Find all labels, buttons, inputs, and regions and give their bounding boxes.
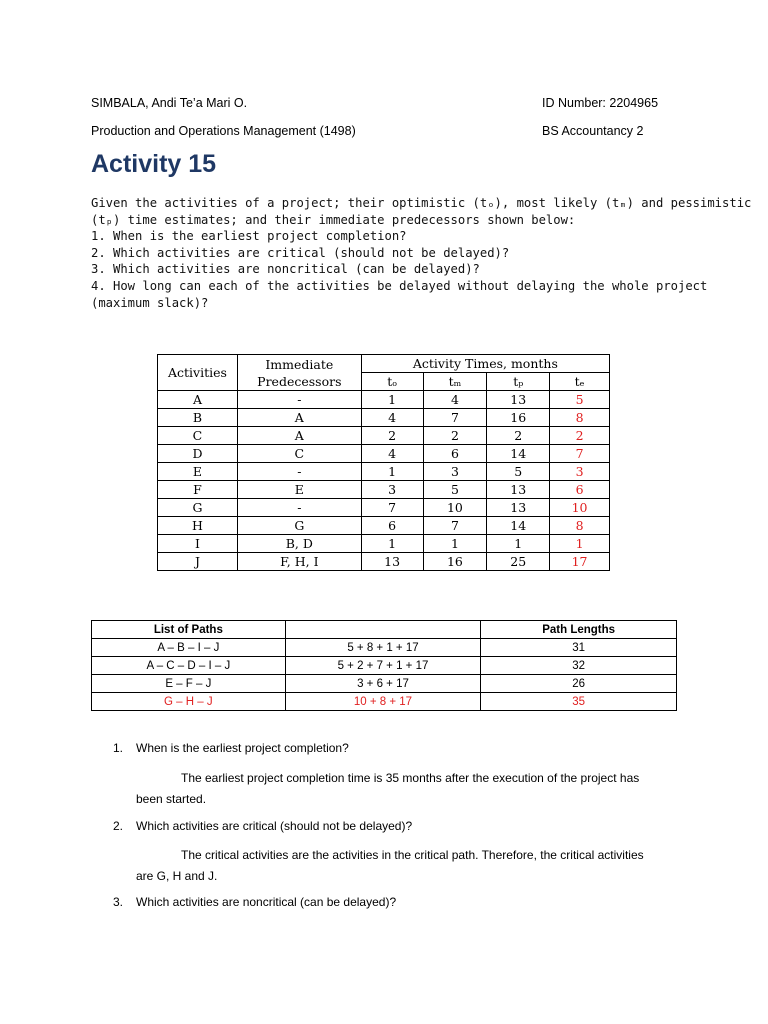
paths-table (91, 620, 677, 711)
predecessor-cell: - (237, 463, 361, 481)
activity-cell: D (158, 445, 238, 463)
activity-cell: I (158, 535, 238, 553)
tm-cell: 1 (423, 535, 487, 553)
activity-cell: F (158, 481, 238, 499)
tm-cell: 16 (423, 553, 487, 571)
tp-cell: 13 (487, 391, 550, 409)
intro-question: 1. When is the earliest project completion? (91, 229, 407, 244)
table-row (158, 553, 610, 571)
path-cell: A – C – D – I – J (92, 657, 286, 675)
te-cell: 8 (550, 409, 610, 427)
to-cell: 4 (361, 409, 423, 427)
question-text: Which activities are noncritical (can be delayed)? (136, 895, 397, 909)
answer-line: The critical activities are the activities in the critical path. Therefore, the critical activities (181, 848, 644, 862)
tp-cell: 14 (487, 445, 550, 463)
answer-line: are G, H and J. (136, 869, 218, 883)
question-number: 3. (113, 895, 124, 909)
te-cell: 5 (550, 391, 610, 409)
to-cell: 1 (361, 391, 423, 409)
activity-cell: A (158, 391, 238, 409)
question-2 (91, 816, 691, 837)
activity-table (157, 354, 610, 571)
tp-cell: 1 (487, 535, 550, 553)
path-cell: G – H – J (92, 693, 286, 711)
table-row (158, 391, 610, 409)
intro-line: (tₚ) time estimates; and their immediate predecessors shown below: (91, 212, 576, 227)
answer-line: been started. (136, 792, 207, 806)
col-header-blank (285, 621, 481, 639)
table-row (158, 517, 610, 535)
col-header-path-lengths: Path Lengths (481, 621, 677, 639)
te-cell: 2 (550, 427, 610, 445)
intro-text (91, 195, 752, 311)
table-row (158, 427, 610, 445)
predecessor-cell: B, D (237, 535, 361, 553)
col-header-activities: Activities (158, 355, 238, 391)
table-row (158, 445, 610, 463)
answer-line: The earliest project completion time is 35 months after the execution of the project has (181, 771, 640, 785)
col-header-predecessors: Immediate Predecessors (237, 355, 361, 391)
intro-question: 4. How long can each of the activities be delayed without delaying the whole project (91, 278, 708, 293)
question-number: 2. (113, 819, 124, 833)
path-cell: A – B – I – J (92, 639, 286, 657)
predecessor-cell: E (237, 481, 361, 499)
col-header-tm: tₘ (423, 373, 487, 391)
table-row (158, 409, 610, 427)
table-row (158, 463, 610, 481)
predecessor-cell: C (237, 445, 361, 463)
tm-cell: 2 (423, 427, 487, 445)
tp-cell: 14 (487, 517, 550, 535)
calc-cell: 5 + 2 + 7 + 1 + 17 (285, 657, 481, 675)
length-cell: 26 (481, 675, 677, 693)
predecessor-cell: - (237, 391, 361, 409)
col-header-tp: tₚ (487, 373, 550, 391)
program-name: BS Accountancy 2 (542, 124, 644, 138)
question-3 (91, 892, 691, 913)
intro-line: Given the activities of a project; their optimistic (tₒ), most likely (tₘ) and pessimistic (91, 196, 752, 210)
student-name: SIMBALA, Andi Te’a Mari O. (91, 96, 248, 110)
length-cell: 32 (481, 657, 677, 675)
tm-cell: 5 (423, 481, 487, 499)
calc-cell: 3 + 6 + 17 (285, 675, 481, 693)
tp-cell: 13 (487, 481, 550, 499)
table-row (92, 657, 677, 675)
tm-cell: 3 (423, 463, 487, 481)
to-cell: 4 (361, 445, 423, 463)
tm-cell: 4 (423, 391, 487, 409)
to-cell: 7 (361, 499, 423, 517)
tm-cell: 6 (423, 445, 487, 463)
predecessor-cell: - (237, 499, 361, 517)
path-cell: E – F – J (92, 675, 286, 693)
question-1 (91, 738, 691, 759)
table-row (158, 481, 610, 499)
te-cell: 17 (550, 553, 610, 571)
to-cell: 13 (361, 553, 423, 571)
activity-cell: C (158, 427, 238, 445)
col-header-list-of-paths: List of Paths (92, 621, 286, 639)
te-cell: 7 (550, 445, 610, 463)
activity-cell: G (158, 499, 238, 517)
intro-question: (maximum slack)? (91, 295, 209, 310)
activity-cell: H (158, 517, 238, 535)
answer-1 (91, 768, 696, 810)
tp-cell: 13 (487, 499, 550, 517)
calc-cell: 10 + 8 + 17 (285, 693, 481, 711)
te-cell: 10 (550, 499, 610, 517)
col-header-to: tₒ (361, 373, 423, 391)
table-row (158, 535, 610, 553)
table-row (158, 499, 610, 517)
tm-cell: 7 (423, 409, 487, 427)
to-cell: 6 (361, 517, 423, 535)
tp-cell: 5 (487, 463, 550, 481)
te-cell: 1 (550, 535, 610, 553)
id-number: ID Number: 2204965 (542, 96, 659, 110)
intro-question: 3. Which activities are noncritical (can be delayed)? (91, 262, 480, 277)
activity-cell: B (158, 409, 238, 427)
predecessor-cell: A (237, 409, 361, 427)
course-name: Production and Operations Management (1498) (91, 124, 356, 138)
te-cell: 3 (550, 463, 610, 481)
activity-cell: J (158, 553, 238, 571)
predecessor-cell: G (237, 517, 361, 535)
page-title: Activity 15 (91, 150, 217, 178)
calc-cell: 5 + 8 + 1 + 17 (285, 639, 481, 657)
to-cell: 2 (361, 427, 423, 445)
question-number: 1. (113, 741, 124, 755)
answer-2 (91, 845, 696, 887)
tp-cell: 2 (487, 427, 550, 445)
to-cell: 1 (361, 535, 423, 553)
length-cell: 31 (481, 639, 677, 657)
intro-question: 2. Which activities are critical (should not be delayed)? (91, 245, 510, 260)
question-text: When is the earliest project completion? (136, 741, 349, 755)
to-cell: 3 (361, 481, 423, 499)
critical-path-row (92, 693, 677, 711)
te-cell: 6 (550, 481, 610, 499)
predecessor-cell: A (237, 427, 361, 445)
to-cell: 1 (361, 463, 423, 481)
tp-cell: 16 (487, 409, 550, 427)
tm-cell: 7 (423, 517, 487, 535)
table-row (92, 675, 677, 693)
predecessor-cell: F, H, I (237, 553, 361, 571)
length-cell: 35 (481, 693, 677, 711)
col-header-te: tₑ (550, 373, 610, 391)
te-cell: 8 (550, 517, 610, 535)
table-row (92, 639, 677, 657)
tp-cell: 25 (487, 553, 550, 571)
question-text: Which activities are critical (should not be delayed)? (136, 819, 413, 833)
tm-cell: 10 (423, 499, 487, 517)
col-header-activity-times: Activity Times, months (361, 355, 609, 373)
activity-cell: E (158, 463, 238, 481)
